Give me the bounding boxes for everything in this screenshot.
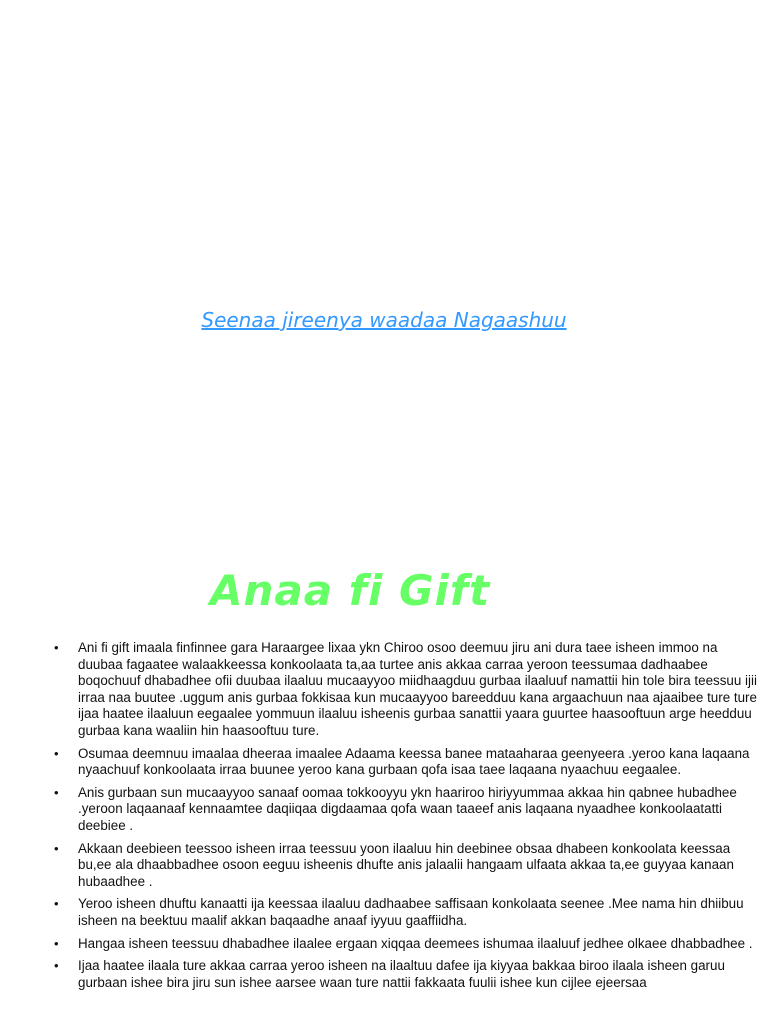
paragraph-text: Ani fi gift imaala finfinnee gara Haraargee lixaa ykn Chiroo osoo deemuu jiru ani dura taee isheen immoo na duubaa fagaatee walaakkeessa konkoolaata ta,aa turtee anis akkaa carraa yeroon teessumaa dadhaabee boqochuuf dhabadhee ofii duubaa ilaaluu mucaayyoo miidhaagduu gurbaa ilaaluuf namattii hin tole bira teessuu ijii irraa naa buutee .uggum anis gurbaa fokkisaa kun mucaayyoo bareedduu kana argaachuun naa ajaaibee ture ture ijaa haatee ilaaluun eegaalee yommuun ilaaluu isheenis gurbaa sanattii yaara guurtee haasooftuun arge heedduu gurbaa kana waaliin hin haasooftuu ture.	[78, 640, 757, 738]
bullet-icon: •	[54, 840, 59, 856]
bullet-icon: •	[54, 896, 59, 912]
paragraph-list	[54, 640, 759, 997]
bullet-icon: •	[54, 935, 59, 951]
list-item	[54, 958, 759, 991]
bullet-icon: •	[54, 640, 59, 655]
list-item	[54, 785, 759, 835]
list-item	[54, 640, 759, 740]
bullet-icon: •	[54, 958, 59, 974]
paragraph-text: Ijaa haatee ilaala ture akkaa carraa yeroo isheen na ilaaltuu dafee ija kiyyaa bakkaa biroo ilaala isheen garuu gurbaan ishee bira jiru sun ishee aarsee waan ture nattii fakkaata fuulii ishee kun cijlee ejeersaa	[78, 958, 725, 990]
paragraph-text: Yeroo isheen dhuftu kanaatti ija keessaa ilaaluu dadhaabee saffisaan konkolaata seenee .Mee nama hin dhiibuu isheen na beektuu maalif akkan baqaadhe anaaf iyyuu gaaffiidha.	[78, 896, 744, 928]
bullet-icon: •	[54, 745, 59, 761]
list-item	[54, 746, 759, 779]
paragraph-text: Anis gurbaan sun mucaayyoo sanaaf oomaa tokkooyyu ykn haariroo hiriyyummaa akkaa hin qabnee hubadhee .yeroon laqaanaaf kennaamtee daqiiqaa digdaamaa qofa waan taaeef anis laqaana nyaadhee konkoolaatatti deebiee .	[78, 784, 737, 833]
paragraph-text: Akkaan deebieen teessoo isheen irraa teessuu yoon ilaaluu hin deebinee obsaa dhabeen konkoolata keessaa bu,ee ala dhaabbadhee osoon eeguu isheenis dhufte anis jalaalii hangaam ulfaata akkaa ta,ee guyyaa kanaan hubaadhee .	[78, 840, 734, 889]
list-item	[54, 896, 759, 929]
list-item	[54, 841, 759, 891]
bullet-icon: •	[54, 784, 59, 800]
list-item	[54, 936, 759, 953]
document-heading: Anaa fi Gift	[210, 566, 491, 615]
paragraph-text: Osumaa deemnuu imaalaa dheeraa imaalee Adaama keessa banee mataaharaa geenyeera .yeroo kana laqaana nyaachuuf konkoolaata irraa buunee yeroo kana gurbaan qofa isaa taee laqaana nyaachuu eegaalee.	[78, 745, 750, 778]
document-subtitle-link[interactable]: Seenaa jireenya waadaa Nagaashuu	[201, 308, 567, 332]
paragraph-text: Hangaa isheen teessuu dhabadhee ilaalee ergaan xiqqaa deemees ishumaa ilaaluuf jedhee olkaee dhabbadhee .	[78, 935, 753, 951]
